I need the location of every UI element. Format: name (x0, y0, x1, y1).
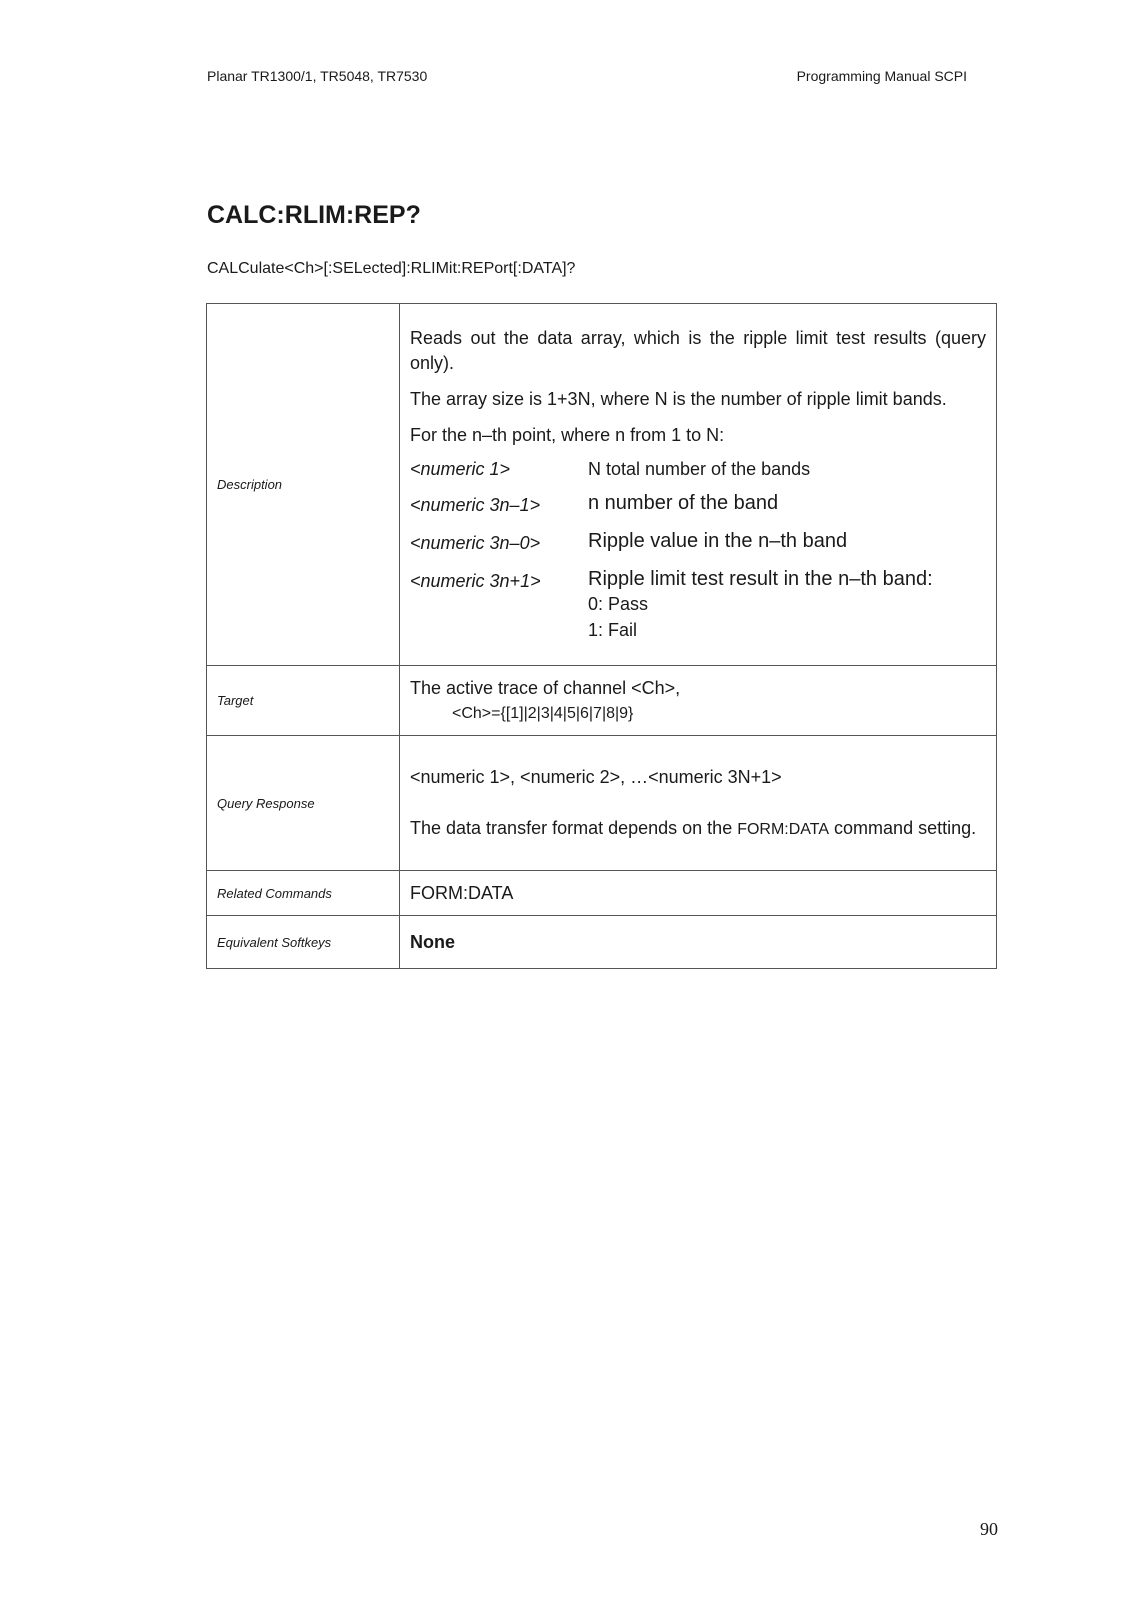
equivalent-softkeys-label: Equivalent Softkeys (207, 916, 400, 969)
param-name: <numeric 1> (410, 459, 511, 479)
param-name: <numeric 3n+1> (410, 571, 541, 591)
target-label: Target (207, 666, 400, 736)
row-related-commands (207, 871, 997, 916)
param-desc: n number of the band (588, 492, 779, 514)
param-row-2 (410, 492, 986, 518)
param-row-3 (410, 530, 986, 556)
param-desc: Ripple limit test result in the n–th band: (588, 568, 933, 590)
query-response-label: Query Response (207, 736, 400, 871)
query-response-line1: <numeric 1>, <numeric 2>, …<numeric 3N+1> (410, 766, 782, 787)
page-number: 90 (980, 1519, 998, 1539)
header-left: Planar TR1300/1, TR5048, TR7530 (207, 68, 428, 84)
description-p2: The array size is 1+3N, where N is the number of ripple limit bands. (410, 389, 947, 409)
param-desc: N total number of the bands (588, 459, 811, 479)
param-desc-block (588, 568, 986, 643)
related-commands-label: Related Commands (207, 871, 400, 916)
equivalent-softkeys-value: None (400, 916, 997, 969)
row-target (207, 666, 997, 736)
description-p3: For the n–th point, where n from 1 to N: (410, 425, 725, 445)
param-desc: Ripple value in the n–th band (588, 530, 848, 552)
form-data-command: FORM:DATA (737, 820, 830, 838)
description-label: Description (207, 304, 400, 666)
option-fail: 1: Fail (588, 620, 638, 640)
query-response-text-post: command setting. (829, 817, 977, 838)
description-cell (400, 304, 997, 666)
row-description (207, 304, 997, 666)
target-cell (400, 666, 997, 736)
query-response-text-pre: The data transfer format depends on the (410, 817, 738, 838)
row-query-response (207, 736, 997, 871)
param-row-1 (410, 459, 986, 480)
param-name: <numeric 3n–0> (410, 533, 541, 553)
option-pass: 0: Pass (588, 594, 649, 614)
query-response-cell (400, 736, 997, 871)
command-table (206, 303, 997, 969)
row-equivalent-softkeys (207, 916, 997, 969)
page-title: CALC:RLIM:REP? (207, 201, 421, 229)
param-name: <numeric 3n–1> (410, 495, 541, 515)
header-right: Programming Manual SCPI (796, 68, 967, 84)
description-p1: Reads out the data array, which is the ripple limit test results (query only). (410, 328, 986, 373)
command-syntax: CALCulate<Ch>[:SELected]:RLIMit:REPort[:DATA]? (207, 260, 576, 277)
target-line1: The active trace of channel <Ch>, (410, 677, 681, 698)
related-commands-value: FORM:DATA (400, 871, 997, 916)
target-line2: <Ch>={[1]|2|3|4|5|6|7|8|9} (452, 704, 634, 722)
param-row-4 (410, 568, 986, 643)
query-response-line2 (410, 816, 986, 842)
